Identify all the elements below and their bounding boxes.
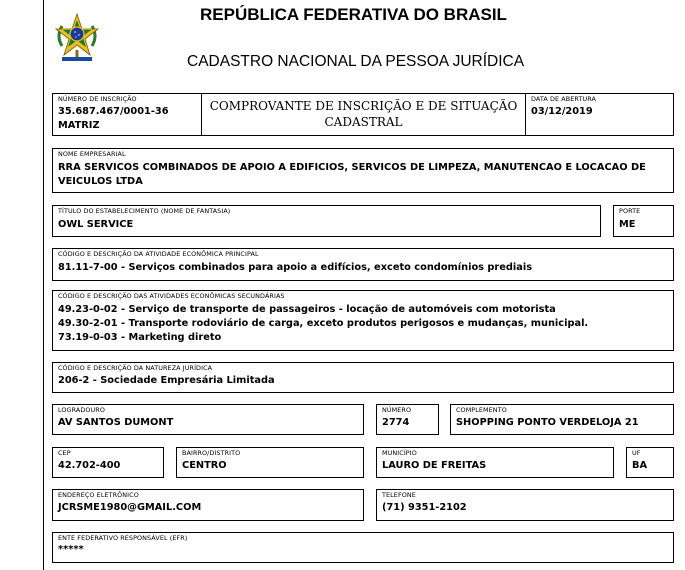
logradouro-value: AV SANTOS DUMONT (58, 417, 174, 428)
uf-box (626, 447, 674, 478)
municipio-box (376, 447, 614, 478)
nome-empresarial-label: NOME EMPRESARIAL (58, 150, 126, 158)
logradouro-label: LOGRADOURO (58, 406, 105, 414)
natureza-juridica-label: CÓDIGO E DESCRIÇÃO DA NATUREZA JURÍDICA (58, 364, 213, 372)
inscricao-type: MATRIZ (58, 120, 100, 131)
numero-label: NÚMERO (382, 406, 412, 414)
email-value: JCRSME1980@GMAIL.COM (58, 502, 202, 513)
municipio-label: MUNICÍPIO (382, 449, 417, 457)
complemento-box (450, 404, 674, 435)
telefone-box (376, 489, 674, 521)
abertura-value: 03/12/2019 (531, 106, 593, 117)
porte-value: ME (619, 219, 636, 230)
efr-box (52, 532, 674, 563)
efr-value: ***** (58, 544, 84, 555)
email-label: ENDEREÇO ELETRÔNICO (58, 491, 139, 499)
list-item: 49.30-2-01 - Transporte rodoviário de carga, exceto produtos perigosos e mudanças, municipal. (58, 318, 589, 329)
municipio-value: LAURO DE FREITAS (382, 460, 487, 471)
uf-value: BA (632, 460, 648, 471)
brazil-coat-of-arms-icon (54, 12, 100, 66)
page-title: REPÚBLICA FEDERATIVA DO BRASIL (200, 5, 507, 24)
porte-label: PORTE (619, 207, 641, 215)
bairro-box (176, 447, 364, 478)
nome-empresarial-line2: VEICULOS LTDA (58, 176, 143, 187)
atividade-principal-box (52, 248, 674, 281)
page-subtitle: CADASTRO NACIONAL DA PESSOA JURÍDICA (187, 53, 525, 70)
natureza-juridica-box (52, 362, 674, 393)
atividade-principal-label: CÓDIGO E DESCRIÇÃO DA ATIVIDADE ECONÔMICA PRINCIPAL (58, 250, 259, 258)
atividades-secundarias-label: CÓDIGO E DESCRIÇÃO DAS ATIVIDADES ECONÔMICAS SECUNDÁRIAS (58, 292, 285, 300)
bairro-value: CENTRO (182, 460, 227, 471)
comprovante-box (201, 93, 526, 136)
efr-label: ENTE FEDERATIVO RESPONSÁVEL (EFR) (58, 534, 188, 542)
bairro-label: BAIRRO/DISTRITO (182, 449, 241, 457)
inscricao-number: 35.687.467/0001-36 (58, 106, 169, 117)
complemento-value: SHOPPING PONTO VERDELOJA 21 (456, 417, 639, 428)
uf-label: UF (632, 449, 641, 457)
telefone-value: (71) 9351-2102 (382, 502, 467, 513)
telefone-label: TELEFONE (382, 491, 416, 499)
atividades-secundarias-box (52, 290, 674, 351)
cep-value: 42.702-400 (58, 460, 121, 471)
abertura-label: DATA DE ABERTURA (531, 95, 596, 103)
atividade-principal-value: 81.11-7-00 - Serviços combinados para apoio a edifícios, exceto condomínios prediais (58, 262, 533, 273)
numero-value: 2774 (382, 417, 410, 428)
numero-box (376, 404, 439, 435)
nome-empresarial-line1: RRA SERVICOS COMBINADOS DE APOIO A EDIFICIOS, SERVICOS DE LIMPEZA, MANUTENCAO E LOCACAO DE (58, 162, 646, 173)
abertura-box (525, 93, 674, 136)
cep-box (52, 447, 164, 478)
cep-label: CEP (58, 449, 71, 457)
logradouro-box (52, 404, 364, 435)
email-box (52, 489, 364, 521)
natureza-juridica-value: 206-2 - Sociedade Empresária Limitada (58, 375, 275, 386)
titulo-value: OWL SERVICE (58, 219, 134, 230)
document-sheet (43, 0, 685, 570)
porte-box (613, 205, 674, 237)
titulo-box (52, 205, 601, 237)
titulo-label: TÍTULO DO ESTABELECIMENTO (NOME DE FANTASIA) (58, 207, 231, 215)
inscricao-label: NÚMERO DE INSCRIÇÃO (58, 95, 137, 103)
comprovante-line1: COMPROVANTE DE INSCRIÇÃO E DE SITUAÇÃO (209, 99, 518, 113)
list-item: 73.19-0-03 - Marketing direto (58, 332, 222, 343)
comprovante-line2: CADASTRAL (324, 115, 403, 129)
list-item: 49.23-0-02 - Serviço de transporte de passageiros - locação de automóveis com motorista (58, 304, 556, 315)
complemento-label: COMPLEMENTO (456, 406, 507, 414)
inscricao-box (52, 93, 202, 136)
nome-empresarial-box (52, 148, 674, 193)
